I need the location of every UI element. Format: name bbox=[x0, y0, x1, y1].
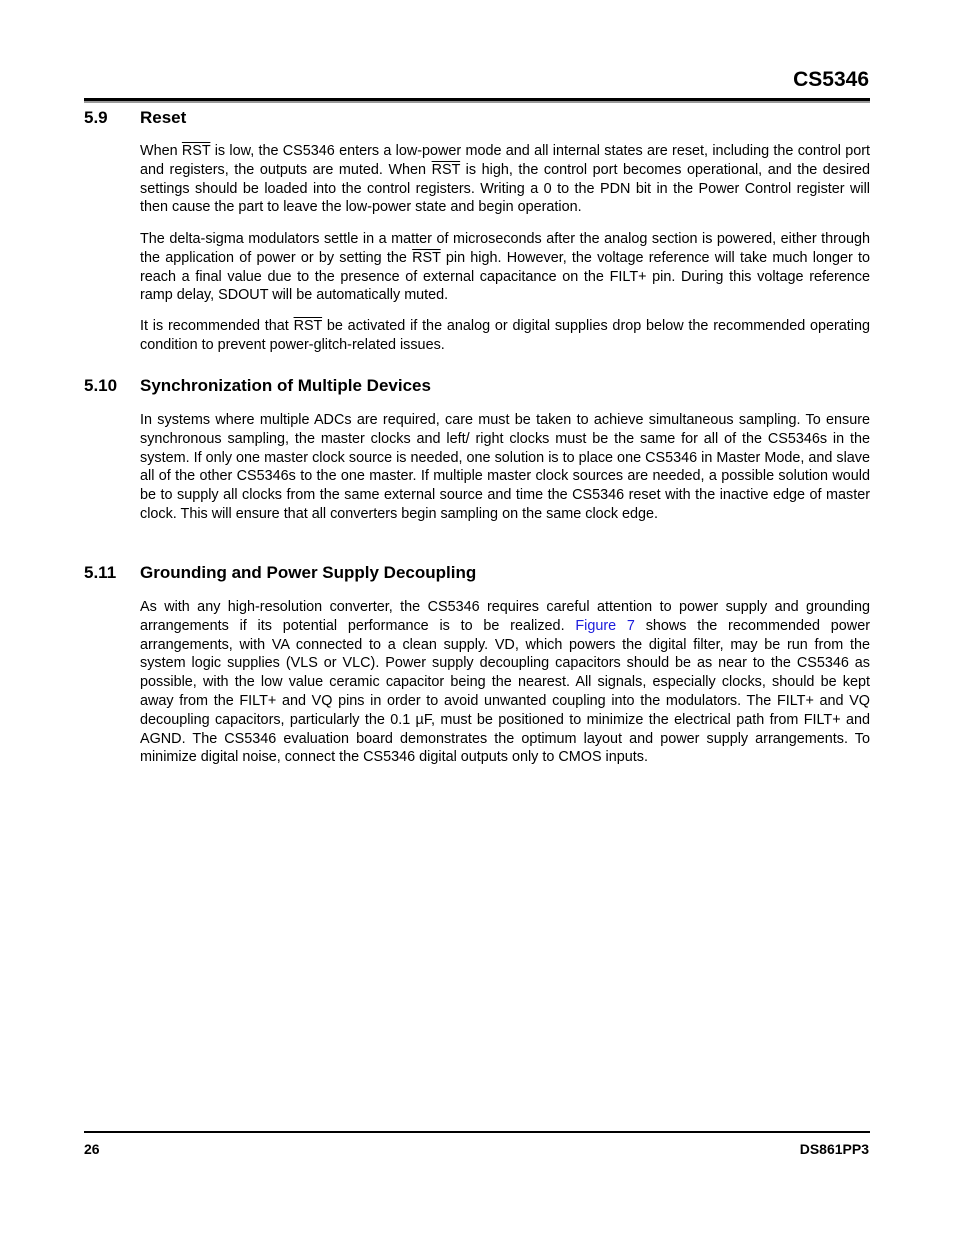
rst-signal: $\overline{RST}$ bbox=[431, 161, 461, 178]
rst-signal: $\overline{RST}$ bbox=[293, 318, 323, 334]
section-number: 5.9 bbox=[84, 108, 108, 127]
figure-7-link[interactable]: Figure 7 bbox=[575, 617, 635, 634]
section-title: Reset bbox=[140, 108, 187, 127]
text-run: is low, the CS5346 enters a low-power mode and all internal states are reset, including the control port and registers, the outputs are muted. When bbox=[140, 143, 870, 178]
text-run: When bbox=[140, 143, 182, 159]
rst-signal: $\overline{RST}$ bbox=[412, 249, 441, 266]
text-run: It is recommended that bbox=[140, 318, 294, 334]
section-title: Synchronization of Multiple Devices bbox=[140, 376, 431, 395]
sync-paragraph-1: In systems where multiple ADCs are required, care must be taken to achieve simultaneous sampling. To ensure synchronous sampling, the master clocks and left/ right clocks must be the same for all of the CS5346s in the system. If only one master clock source is needed, one solution is to place one CS5346 in Master Mode, and slave all of the other CS5346s to the one master. If multiple master clock sources are needed, a possible solution would be to supply all clocks from the same external source and time the CS5346 reset with the inactive edge of master clock. This will ensure that all converters begin sampling on the same clock edge. bbox=[140, 412, 870, 522]
text-run: The delta-sigma modulators settle in a matter of microseconds after the analog section is powered, either through the application of power or by setting the bbox=[140, 231, 870, 266]
section-heading-reset bbox=[84, 107, 186, 129]
header-title: CS5346 bbox=[793, 68, 869, 91]
text-run: is high, the control port becomes operational, and the desired settings should be loaded into the control registers. Writing a 0 to the PDN bit in the Power Control register will then cause the part to leave the low-power state and begin operation. bbox=[140, 161, 870, 216]
section-heading-grounding bbox=[84, 562, 476, 584]
reset-paragraph-2 bbox=[140, 230, 870, 305]
header-rule bbox=[84, 98, 870, 103]
footer-rule bbox=[84, 1131, 870, 1133]
section-heading-synchronization bbox=[84, 375, 431, 397]
text-run: As with any high-resolution converter, the CS5346 requires careful attention to power supply and grounding arrangements if its potential performance is to be realized. bbox=[140, 599, 870, 634]
text-run: pin high. However, the voltage reference will take much longer to reach a final value due to the presence of external capacitance on the FILT+ pin. During this voltage reference ramp delay, SDOUT will be automatically muted. bbox=[140, 249, 870, 304]
section-number: 5.11 bbox=[84, 563, 117, 582]
rst-signal: $\overline{RST}$ bbox=[181, 143, 211, 159]
document-id: DS861PP3 bbox=[799, 1141, 869, 1157]
reset-paragraph-1 bbox=[140, 142, 870, 217]
reset-paragraph-3 bbox=[140, 317, 870, 355]
page-number: 26 bbox=[84, 1141, 100, 1157]
text-run: be activated if the analog or digital supplies drop below the recommended operating condition to prevent power-glitch-related issues. bbox=[140, 318, 871, 353]
section-title: Grounding and Power Supply Decoupling bbox=[140, 563, 477, 582]
grounding-paragraph-1 bbox=[140, 598, 870, 767]
text-run: shows the recommended power arrangements, with VA connected to a clean supply. VD, which powers the digital filter, may be run from the system logic supplies (VLS or VLC). Power supply decoupling capacitors should be as near to the CS5346 as possible, with the low value ceramic capacitor being the nearest. All signals, especially clocks, should be kept away from the FILT+ and VQ pins in order to avoid unwanted coupling into the modulators. The FILT+ and VQ decoupling capacitors, particularly the 0.1 µF, must be positioned to minimize the electrical path from FILT+ and AGND. The CS5346 evaluation board demonstrates the optimum layout and power supply arrangements. To minimize digital noise, connect the CS5346 digital outputs only to CMOS inputs. bbox=[140, 617, 870, 766]
section-number: 5.10 bbox=[84, 376, 118, 395]
